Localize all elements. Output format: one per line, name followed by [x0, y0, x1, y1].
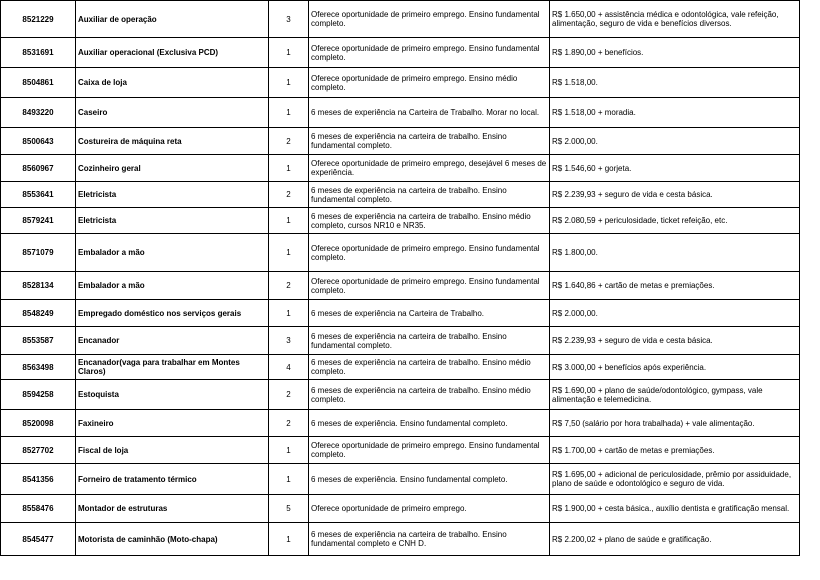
table-row — [1, 68, 800, 98]
job-code: 8563498 — [1, 355, 76, 380]
vacancy-count: 2 — [269, 410, 309, 437]
table-row — [1, 234, 800, 272]
requirements: Oferece oportunidade de primeiro emprego, desejável 6 meses de experiência. — [309, 155, 550, 182]
vacancy-count: 2 — [269, 182, 309, 208]
vacancy-count: 2 — [269, 380, 309, 410]
requirements: Oferece oportunidade de primeiro emprego. Ensino fundamental completo. — [309, 1, 550, 38]
job-title: Empregado doméstico nos serviços gerais — [76, 300, 269, 327]
vacancy-count: 3 — [269, 1, 309, 38]
job-title: Costureira de máquina reta — [76, 128, 269, 155]
job-code: 8521229 — [1, 1, 76, 38]
job-title: Auxiliar operacional (Exclusiva PCD) — [76, 38, 269, 68]
table-row — [1, 1, 800, 38]
job-code: 8531691 — [1, 38, 76, 68]
compensation: R$ 1.700,00 + cartão de metas e premiações. — [550, 437, 800, 464]
compensation: R$ 1.518,00 + moradia. — [550, 98, 800, 128]
job-title: Encanador(vaga para trabalhar em Montes Claros) — [76, 355, 269, 380]
table-row — [1, 128, 800, 155]
table-row — [1, 182, 800, 208]
compensation: R$ 2.000,00. — [550, 300, 800, 327]
compensation: R$ 2.080,59 + periculosidade, ticket refeição, etc. — [550, 208, 800, 234]
job-code: 8527702 — [1, 437, 76, 464]
job-code: 8553587 — [1, 327, 76, 355]
vacancy-count: 1 — [269, 234, 309, 272]
job-code: 8560967 — [1, 155, 76, 182]
compensation: R$ 2.200,02 + plano de saúde e gratificação. — [550, 523, 800, 556]
requirements: Oferece oportunidade de primeiro emprego. Ensino médio completo. — [309, 68, 550, 98]
job-title: Motorista de caminhão (Moto-chapa) — [76, 523, 269, 556]
job-title: Caseiro — [76, 98, 269, 128]
job-title: Fiscal de loja — [76, 437, 269, 464]
compensation: R$ 1.650,00 + assistência médica e odontológica, vale refeição, alimentação, seguro de vida e benefícios diversos. — [550, 1, 800, 38]
compensation: R$ 1.546,60 + gorjeta. — [550, 155, 800, 182]
vacancy-count: 1 — [269, 208, 309, 234]
job-code: 8594258 — [1, 380, 76, 410]
job-title: Eletricista — [76, 182, 269, 208]
table-row — [1, 464, 800, 495]
job-code: 8545477 — [1, 523, 76, 556]
table-row — [1, 380, 800, 410]
vacancy-count: 1 — [269, 464, 309, 495]
requirements: 6 meses de experiência na carteira de trabalho. Ensino fundamental completo. — [309, 327, 550, 355]
compensation: R$ 2.239,93 + seguro de vida e cesta básica. — [550, 182, 800, 208]
requirements: Oferece oportunidade de primeiro emprego. Ensino fundamental completo. — [309, 437, 550, 464]
job-title: Eletricista — [76, 208, 269, 234]
table-row — [1, 155, 800, 182]
job-code: 8579241 — [1, 208, 76, 234]
job-code: 8504861 — [1, 68, 76, 98]
compensation: R$ 3.000,00 + benefícios após experiência. — [550, 355, 800, 380]
job-title: Forneiro de tratamento térmico — [76, 464, 269, 495]
compensation: R$ 1.518,00. — [550, 68, 800, 98]
requirements: Oferece oportunidade de primeiro emprego. — [309, 495, 550, 523]
table-row — [1, 98, 800, 128]
vacancy-count: 1 — [269, 155, 309, 182]
compensation: R$ 1.695,00 + adicional de periculosidade, prêmio por assiduidade, plano de saúde e odontológico e seguro de vida. — [550, 464, 800, 495]
job-title: Embalador a mão — [76, 272, 269, 300]
job-code: 8558476 — [1, 495, 76, 523]
requirements: 6 meses de experiência. Ensino fundamental completo. — [309, 464, 550, 495]
vacancy-count: 1 — [269, 38, 309, 68]
requirements: 6 meses de experiência. Ensino fundamental completo. — [309, 410, 550, 437]
job-title: Estoquista — [76, 380, 269, 410]
compensation: R$ 2.239,93 + seguro de vida e cesta básica. — [550, 327, 800, 355]
vacancy-count: 1 — [269, 300, 309, 327]
job-code: 8528134 — [1, 272, 76, 300]
table-row — [1, 410, 800, 437]
job-code: 8541356 — [1, 464, 76, 495]
job-code: 8520098 — [1, 410, 76, 437]
requirements: 6 meses de experiência na carteira de trabalho. Ensino fundamental completo. — [309, 182, 550, 208]
table-row — [1, 523, 800, 556]
job-title: Encanador — [76, 327, 269, 355]
job-title: Cozinheiro geral — [76, 155, 269, 182]
vacancy-count: 4 — [269, 355, 309, 380]
job-code: 8500643 — [1, 128, 76, 155]
requirements: 6 meses de experiência na carteira de trabalho. Ensino médio completo. — [309, 355, 550, 380]
vacancy-count: 3 — [269, 327, 309, 355]
vacancy-count: 5 — [269, 495, 309, 523]
table-row — [1, 495, 800, 523]
job-code: 8493220 — [1, 98, 76, 128]
table-row — [1, 300, 800, 327]
table-row — [1, 272, 800, 300]
vacancy-count: 1 — [269, 98, 309, 128]
compensation: R$ 1.800,00. — [550, 234, 800, 272]
compensation: R$ 1.890,00 + benefícios. — [550, 38, 800, 68]
job-title: Caixa de loja — [76, 68, 269, 98]
requirements: 6 meses de experiência na carteira de trabalho. Ensino fundamental completo e CNH D. — [309, 523, 550, 556]
table-row — [1, 38, 800, 68]
requirements: 6 meses de experiência na carteira de trabalho. Ensino médio completo. — [309, 380, 550, 410]
job-title: Auxiliar de operação — [76, 1, 269, 38]
job-title: Embalador a mão — [76, 234, 269, 272]
vacancy-count: 1 — [269, 68, 309, 98]
job-title: Faxineiro — [76, 410, 269, 437]
vacancy-count: 1 — [269, 523, 309, 556]
vacancy-count: 2 — [269, 272, 309, 300]
vacancy-count: 2 — [269, 128, 309, 155]
compensation: R$ 1.640,86 + cartão de metas e premiações. — [550, 272, 800, 300]
requirements: Oferece oportunidade de primeiro emprego. Ensino fundamental completo. — [309, 272, 550, 300]
table-row — [1, 437, 800, 464]
requirements: 6 meses de experiência na Carteira de Trabalho. Morar no local. — [309, 98, 550, 128]
job-code: 8571079 — [1, 234, 76, 272]
requirements: Oferece oportunidade de primeiro emprego. Ensino fundamental completo. — [309, 234, 550, 272]
compensation: R$ 7,50 (salário por hora trabalhada) + vale alimentação. — [550, 410, 800, 437]
job-code: 8553641 — [1, 182, 76, 208]
requirements: 6 meses de experiência na carteira de trabalho. Ensino fundamental completo. — [309, 128, 550, 155]
compensation: R$ 2.000,00. — [550, 128, 800, 155]
table-row — [1, 355, 800, 380]
table-row — [1, 208, 800, 234]
compensation: R$ 1.690,00 + plano de saúde/odontológico, gympass, vale alimentação e telemedicina. — [550, 380, 800, 410]
vacancy-count: 1 — [269, 437, 309, 464]
job-code: 8548249 — [1, 300, 76, 327]
job-title: Montador de estruturas — [76, 495, 269, 523]
requirements: Oferece oportunidade de primeiro emprego. Ensino fundamental completo. — [309, 38, 550, 68]
table-row — [1, 327, 800, 355]
compensation: R$ 1.900,00 + cesta básica., auxílio dentista e gratificação mensal. — [550, 495, 800, 523]
requirements: 6 meses de experiência na carteira de trabalho. Ensino médio completo, cursos NR10 e NR35. — [309, 208, 550, 234]
requirements: 6 meses de experiência na Carteira de Trabalho. — [309, 300, 550, 327]
